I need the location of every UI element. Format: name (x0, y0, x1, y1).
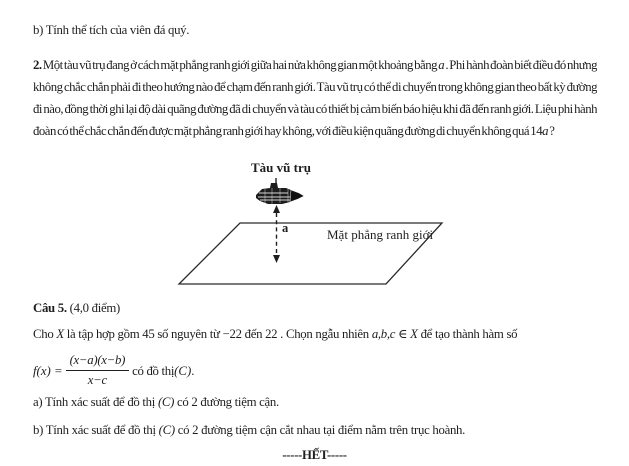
fraction-numerator: (x−a)(x−b) (66, 352, 129, 371)
function-formula (33, 352, 194, 389)
distance-label: a (282, 221, 289, 235)
graph-C-symbol: (C) (174, 363, 192, 378)
spacecraft-figure (0, 158, 629, 294)
text-run: có 2 đường tiệm cận cắt nhau tại điểm nằm trên trục hoành. (174, 423, 466, 437)
math-abc-in-X: a,b,c ∈ X (371, 327, 418, 341)
graph-C-symbol: (C) (158, 423, 175, 437)
figure-canvas (0, 158, 629, 294)
text-run: ? (548, 123, 555, 138)
formula-suffix-period: . (191, 363, 195, 378)
problem-4b-line: b) Tính thể tích của viên đá quý. (33, 23, 190, 37)
cau5-part-a-line (33, 391, 597, 413)
cau5-intro-line (33, 323, 597, 345)
formula-lhs: f(x) = (33, 363, 63, 378)
cau5-part-b-line (33, 419, 597, 441)
text-run: có 2 đường tiệm cận. (174, 395, 279, 409)
end-marker: -----HẾT----- (282, 448, 347, 462)
cau5-heading-number: Câu 5. (33, 301, 67, 315)
cau5-heading-points: (4,0 điểm) (66, 301, 120, 315)
spaceship-icon (256, 178, 304, 204)
text-run: Một tàu vũ trụ đang ở cách mặt phẳng ranh giới giữa hai nửa không gian một khoảng bằng (41, 57, 439, 72)
dashed-double-arrow-icon (273, 205, 280, 263)
boundary-plane-label: Mặt phẳng ranh giới (327, 227, 434, 242)
math-var-a: a (542, 123, 549, 138)
text-run: . Phi hành đoàn biết điều đó nhưng không chắc chắn phải đi theo hướng nào để chạm đến ranh giới. Tàu vũ trụ có thể di chuyển trong không gian theo bất kỳ đường đi nào, đồng thời ghi lại độ dài quãng đường đã di chuyển và tàu có thiết bị cảm biến báo hiệu khi đã đến ranh giới. Liệu phi hành đoàn có thể chắc chắn đến được mặt phẳng ranh giới hay không, với điều kiện quãng đường di chuyển không quá 14 (33, 57, 597, 138)
spaceship-label: Tàu vũ trụ (251, 160, 311, 175)
fraction (66, 352, 129, 389)
text-run: a) Tính xác suất để đồ thị (33, 395, 158, 409)
fraction-denominator: x−c (87, 373, 107, 387)
text-run: để tạo thành hàm số (417, 327, 518, 341)
problem-2-paragraph (33, 54, 597, 142)
text-run: là tập hợp gồm 45 số nguyên từ −22 đến 22 . Chọn ngẫu nhiên (63, 327, 372, 341)
formula-suffix-text: có đồ thị (132, 363, 175, 378)
text-run: Cho (33, 327, 57, 341)
text-run: b) Tính xác suất để đồ thị (33, 423, 159, 437)
math-var-X: X (56, 327, 64, 341)
math-var-a: a (438, 57, 445, 72)
problem-2-number: 2. (33, 57, 42, 72)
cau5-heading (33, 297, 120, 319)
graph-C-symbol: (C) (157, 395, 175, 409)
